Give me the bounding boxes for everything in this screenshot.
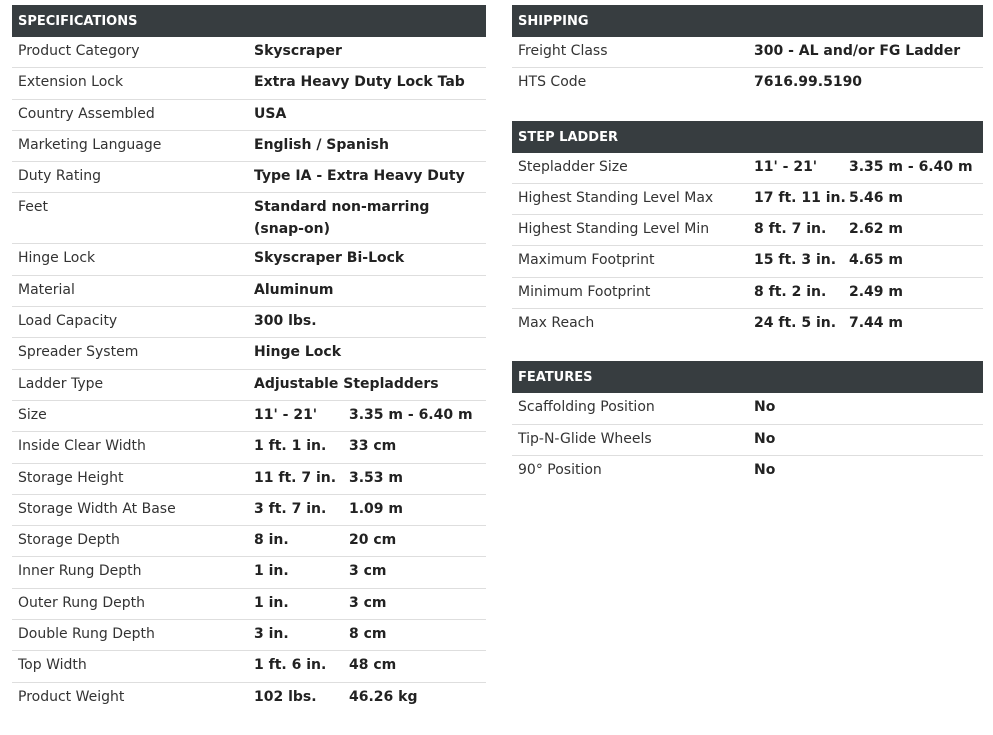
step-ladder-header: STEP LADDER <box>512 121 983 153</box>
spec-label: Highest Standing Level Min <box>518 221 710 238</box>
spec-label: Ladder Type <box>18 375 104 392</box>
spec-value: No <box>754 399 776 416</box>
spec-label: Marketing Language <box>18 136 162 153</box>
features-rows <box>512 393 983 487</box>
spec-value: Standard non-marring (snap-on) <box>254 199 430 238</box>
spec-label: Storage Depth <box>18 532 120 549</box>
spec-label: Size <box>18 406 47 423</box>
spec-value-imperial: 1 ft. 1 in. <box>254 438 327 455</box>
spec-value: Type IA - Extra Heavy Duty <box>254 168 465 185</box>
spec-value: Adjustable Stepladders <box>254 375 439 392</box>
spec-row <box>512 153 983 184</box>
spec-row <box>12 68 486 99</box>
spec-label: Double Rung Depth <box>18 626 155 643</box>
features-section <box>512 361 983 487</box>
spec-value-imperial: 1 in. <box>254 594 289 611</box>
spec-value: English / Spanish <box>254 136 389 153</box>
spec-row <box>512 425 983 456</box>
spec-value: Extra Heavy Duty Lock Tab <box>254 74 465 91</box>
spec-value-metric: 3.35 m - 6.40 m <box>849 158 973 175</box>
spec-row <box>512 278 983 309</box>
spec-row <box>12 432 486 463</box>
spec-value-imperial: 102 lbs. <box>254 688 317 705</box>
spec-value: No <box>754 461 776 478</box>
spec-label: Highest Standing Level Max <box>518 189 714 206</box>
spec-row <box>12 307 486 338</box>
spec-value-imperial: 8 ft. 7 in. <box>754 221 827 238</box>
spec-label: Feet <box>18 199 49 216</box>
shipping-rows <box>512 37 983 100</box>
spec-row <box>12 557 486 588</box>
spec-value: 300 - AL and/or FG Ladder <box>754 43 961 59</box>
spec-label: Tip-N-Glide Wheels <box>518 430 652 447</box>
spec-label: HTS Code <box>518 74 587 91</box>
step-ladder-section <box>512 121 983 341</box>
spec-row <box>512 246 983 277</box>
specifications-rows <box>12 37 486 714</box>
spec-row <box>512 37 983 68</box>
shipping-header: SHIPPING <box>512 5 983 37</box>
spec-value: 300 lbs. <box>254 313 317 330</box>
spec-label: Minimum Footprint <box>518 283 651 300</box>
spec-value-imperial: 11 ft. 7 in. <box>254 469 337 486</box>
spec-label: Country Assembled <box>18 105 155 122</box>
spec-value-metric: 2.62 m <box>849 221 904 238</box>
spec-row <box>12 338 486 369</box>
spec-value-metric: 46.26 kg <box>349 688 418 705</box>
spec-label: Stepladder Size <box>518 158 628 175</box>
step-ladder-rows <box>512 153 983 341</box>
spec-row <box>12 162 486 193</box>
spec-label: Product Weight <box>18 688 125 705</box>
spec-value-metric: 3.35 m - 6.40 m <box>349 406 473 423</box>
spec-value: 7616.99.5190 <box>754 74 863 91</box>
spec-value: USA <box>254 105 287 122</box>
spec-label: Duty Rating <box>18 168 102 185</box>
specifications-header: SPECIFICATIONS <box>12 5 486 37</box>
spec-row <box>12 464 486 495</box>
spec-label: 90° Position <box>518 461 602 478</box>
spec-value-imperial: 3 ft. 7 in. <box>254 500 327 517</box>
spec-row <box>512 68 983 99</box>
spec-value-metric: 4.65 m <box>849 252 904 269</box>
spec-label: Inner Rung Depth <box>18 563 142 580</box>
spec-value-imperial: 17 ft. 11 in. <box>754 189 846 206</box>
spec-row <box>12 276 486 307</box>
spec-label: Top Width <box>18 657 87 674</box>
features-header: FEATURES <box>512 361 983 393</box>
spec-row <box>12 620 486 651</box>
left-column <box>12 5 486 735</box>
spec-row <box>512 309 983 340</box>
spec-value-imperial: 11' - 21' <box>754 158 818 175</box>
spec-row <box>12 244 486 275</box>
spec-row <box>512 184 983 215</box>
spec-label: Load Capacity <box>18 313 118 330</box>
spec-label: Storage Width At Base <box>18 500 176 517</box>
spec-label: Spreader System <box>18 344 139 361</box>
spec-row <box>12 370 486 401</box>
spec-value-metric: 2.49 m <box>849 283 904 300</box>
spec-label: Material <box>18 281 75 298</box>
spec-row <box>12 683 486 714</box>
spec-value-imperial: 15 ft. 3 in. <box>754 252 837 269</box>
specifications-section <box>12 5 486 714</box>
spec-row <box>512 393 983 424</box>
spec-row <box>12 100 486 131</box>
spec-row <box>12 37 486 68</box>
spec-label: Product Category <box>18 43 140 59</box>
spec-value-metric: 3 cm <box>349 594 387 611</box>
spec-value-metric: 7.44 m <box>849 315 904 332</box>
right-column <box>512 5 983 508</box>
spec-label: Maximum Footprint <box>518 252 655 269</box>
spec-value-metric: 33 cm <box>349 438 397 455</box>
spec-value-metric: 3 cm <box>349 563 387 580</box>
spec-value: No <box>754 430 776 447</box>
spec-value-imperial: 1 in. <box>254 563 289 580</box>
spec-value-metric: 8 cm <box>349 626 387 643</box>
spec-label: Storage Height <box>18 469 124 486</box>
spec-row <box>12 526 486 557</box>
spec-value: Skyscraper <box>254 43 342 59</box>
shipping-section <box>512 5 983 100</box>
spec-label: Inside Clear Width <box>18 438 146 455</box>
spec-value: Hinge Lock <box>254 344 342 361</box>
spec-row <box>12 495 486 526</box>
spec-value-imperial: 3 in. <box>254 626 289 643</box>
spec-value-imperial: 8 in. <box>254 532 289 549</box>
spec-label: Hinge Lock <box>18 250 96 267</box>
spec-row <box>512 215 983 246</box>
spec-label: Scaffolding Position <box>518 399 655 416</box>
spec-row <box>12 131 486 162</box>
spec-label: Extension Lock <box>18 74 124 91</box>
spec-row <box>12 651 486 682</box>
spec-value-metric: 1.09 m <box>349 500 404 517</box>
spec-row <box>12 401 486 432</box>
spec-row <box>12 589 486 620</box>
spec-value-metric: 20 cm <box>349 532 397 549</box>
spec-value-imperial: 11' - 21' <box>254 406 318 423</box>
spec-label: Outer Rung Depth <box>18 594 146 611</box>
spec-label: Max Reach <box>518 315 595 332</box>
spec-value-imperial: 8 ft. 2 in. <box>754 283 827 300</box>
spec-value: Skyscraper Bi-Lock <box>254 250 405 267</box>
spec-row <box>12 193 486 244</box>
spec-value-metric: 5.46 m <box>849 189 904 206</box>
spec-value-imperial: 1 ft. 6 in. <box>254 657 327 674</box>
spec-label: Freight Class <box>518 43 608 59</box>
spec-value-imperial: 24 ft. 5 in. <box>754 315 837 332</box>
spec-value-metric: 48 cm <box>349 657 397 674</box>
spec-value-metric: 3.53 m <box>349 469 404 486</box>
spec-row <box>512 456 983 487</box>
spec-value: Aluminum <box>254 281 334 298</box>
